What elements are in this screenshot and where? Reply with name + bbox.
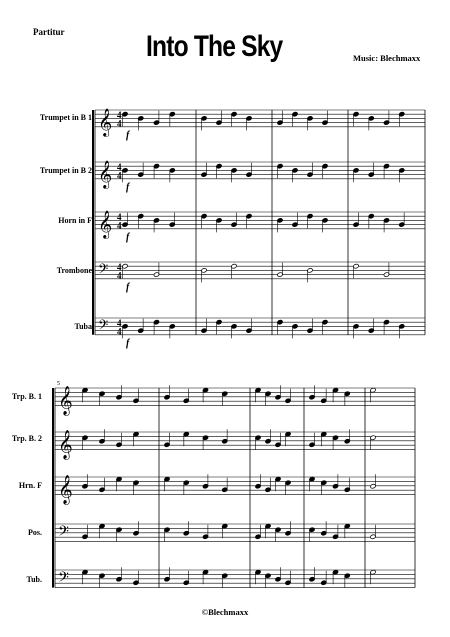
time-signature-bottom: 4 — [117, 118, 122, 129]
instrument-label-horn: Horn in F — [58, 216, 92, 225]
instrument-label-trp-b1: Trp. B. 1 — [11, 392, 42, 401]
time-signature-bottom: 4 — [117, 270, 122, 281]
copyright-notice: ©Blechmaxx — [201, 607, 249, 617]
partitur-label: Partitur — [33, 27, 65, 37]
instrument-label-tub: Tub. — [26, 575, 42, 584]
treble-clef: 𝄞 — [98, 159, 113, 188]
treble-clef: 𝄞 — [98, 107, 113, 136]
system-2 — [53, 385, 415, 589]
bass-clef: 𝄢 — [58, 523, 69, 544]
time-signature-top: 4 — [117, 212, 122, 222]
time-signature-top: 4 — [117, 110, 122, 120]
time-signature-top: 4 — [117, 262, 122, 272]
time-signature-top: 4 — [117, 162, 122, 172]
measure-number: 5 — [57, 381, 60, 387]
instrument-label-trumpet-2: Trumpet in B 2 — [39, 166, 92, 175]
treble-clef: 𝄞 — [98, 209, 113, 238]
time-signature-top: 4 — [117, 318, 122, 328]
instrument-label-tuba: Tuba — [74, 322, 92, 331]
treble-clef: 𝄞 — [58, 385, 73, 415]
instrument-label-hrn-f: Hrn. F — [18, 481, 42, 490]
dynamic-forte: f — [126, 181, 130, 193]
instrument-label-trp-b2: Trp. B. 2 — [11, 434, 42, 443]
dynamic-forte: f — [126, 337, 130, 349]
time-signature-bottom: 4 — [117, 326, 122, 337]
treble-clef: 𝄞 — [58, 429, 73, 459]
dynamic-forte: f — [126, 129, 130, 141]
bass-clef: 𝄢 — [98, 316, 109, 336]
instrument-label-pos: Pos. — [28, 528, 42, 537]
dynamic-forte: f — [126, 231, 130, 243]
time-signature-bottom: 4 — [117, 220, 122, 231]
composer-credit: Music: Blechmaxx — [353, 53, 421, 63]
instrument-label-trombone: Trombone — [56, 266, 92, 275]
time-signature-bottom: 4 — [117, 170, 122, 181]
piece-title: Into The Sky — [146, 30, 283, 63]
dynamic-forte: f — [126, 281, 130, 293]
bass-clef: 𝄢 — [58, 569, 69, 590]
treble-clef: 𝄞 — [58, 474, 73, 504]
system-1 — [93, 108, 425, 349]
instrument-label-trumpet-1: Trumpet in B 1 — [39, 113, 92, 122]
bass-clef: 𝄢 — [98, 260, 109, 280]
